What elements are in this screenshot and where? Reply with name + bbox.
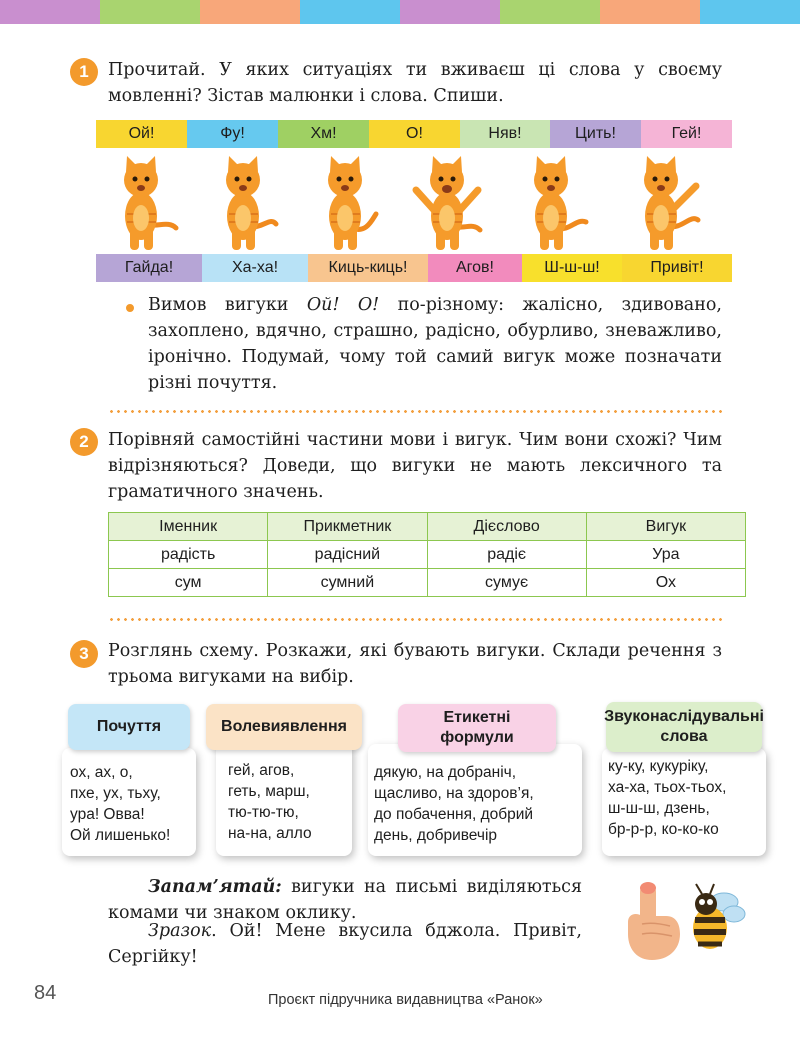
- dotted-divider: [108, 618, 722, 621]
- task-number-2: 2: [70, 428, 98, 456]
- card-item: тю-тю-тю,: [228, 804, 299, 821]
- top-words-row: [96, 120, 732, 148]
- group-title-will: Волевиявлення: [206, 704, 362, 750]
- dotted-divider: [108, 410, 722, 413]
- parts-of-speech-table: [108, 512, 746, 597]
- task1-text: Прочитай. У яких ситуаціях ти вживаєш ці слова у своєму мовленні? Зістав малюнки і слова. Спиши.: [108, 60, 722, 106]
- page-number: 84: [34, 982, 57, 1004]
- interjection-card-etiquette: [368, 744, 582, 856]
- example-body: . Ой! Мене вкусила бджола. Привіт, Сергійку!: [108, 921, 582, 967]
- interjection-card-onomatopoeia: [602, 748, 766, 856]
- word-label: Ха-ха!: [202, 254, 308, 282]
- publisher-footer: Проєкт підручника видавництва «Ранок»: [268, 992, 543, 1008]
- card-item: Ой лишенько!: [70, 827, 171, 844]
- example-label: Зразок: [148, 921, 212, 941]
- bottom-words-row: [96, 254, 732, 282]
- card-item: геть, марш,: [228, 783, 310, 800]
- card-item: на-на, алло: [228, 825, 312, 842]
- interjection-card-will: [216, 742, 352, 856]
- word-label: Ой!: [96, 120, 187, 148]
- cat-image: [198, 150, 288, 252]
- card-item: дякую, на добраніч,: [374, 764, 517, 781]
- word-label: Агов!: [428, 254, 522, 282]
- word-label: Гей!: [641, 120, 732, 148]
- top-bar-segment: [700, 0, 800, 24]
- task-number-1: 1: [70, 58, 98, 86]
- card-item: ку-ку, кукуріку,: [608, 758, 709, 775]
- card-item: пхе, ух, тьху,: [70, 785, 161, 802]
- top-bar-segment: [600, 0, 700, 24]
- interjection-card-feelings: [62, 748, 196, 856]
- table-cell: радість: [109, 541, 268, 569]
- word-label: Киць-киць!: [308, 254, 428, 282]
- bullet-text-pre: Вимов вигуки: [148, 295, 307, 315]
- group-title-feelings: Почуття: [68, 704, 190, 750]
- table-header-row: [109, 513, 746, 541]
- cats-illustration: [96, 150, 732, 252]
- card-item: день, добривечір: [374, 827, 498, 844]
- top-bar-segment: [0, 0, 100, 24]
- cat-image: [506, 150, 596, 252]
- example-text: [108, 918, 582, 970]
- card-item: гей, агов,: [228, 762, 295, 779]
- table-cell: Ура: [586, 541, 745, 569]
- word-label: Цить!: [550, 120, 641, 148]
- word-label: Няв!: [460, 120, 550, 148]
- table-cell: радісний: [268, 541, 427, 569]
- word-label: О!: [369, 120, 460, 148]
- remember-body: вигуки на письмі виділяються комами чи знаком оклику.: [108, 877, 582, 923]
- table-header-cell: Дієслово: [427, 513, 586, 541]
- top-bar-segment: [400, 0, 500, 24]
- top-bar-segment: [500, 0, 600, 24]
- cat-image: [616, 150, 706, 252]
- card-item: щасливо, на здоров’я,: [374, 785, 534, 802]
- card-item: бр-р-р, ко-ко-ко: [608, 821, 719, 838]
- top-bar-segment: [100, 0, 200, 24]
- bee-icon: [684, 882, 748, 954]
- top-color-bar: [0, 0, 800, 24]
- table-row: [109, 541, 746, 569]
- table-cell: сум: [109, 569, 268, 597]
- pointing-finger-icon: [622, 878, 684, 962]
- table-header-cell: Вигук: [586, 513, 745, 541]
- word-label: Фу!: [187, 120, 278, 148]
- card-item: ох, ах, о,: [70, 764, 133, 781]
- card-item: до побачення, добрий: [374, 806, 534, 823]
- word-label: Хм!: [278, 120, 369, 148]
- table-cell: сумує: [427, 569, 586, 597]
- card-item: ха-ха, тьох-тьох,: [608, 779, 727, 796]
- table-row: [109, 569, 746, 597]
- word-label: Гайда!: [96, 254, 202, 282]
- bullet-text-post: по-різному: жалісно, здивовано, захоплено, вдячно, страшно, радісно, обурливо, зневажливо, іронічно. Подумай, чому той самий вигук може позначати різні почуття.: [148, 295, 722, 393]
- cat-image: [96, 150, 186, 252]
- word-label: Ш-ш-ш!: [522, 254, 622, 282]
- group-title-etiquette: Етикетні формули: [398, 704, 556, 752]
- group-title-onomatopoeia: Звуконаслідувальні слова: [606, 702, 762, 752]
- card-item: ура! Овва!: [70, 806, 145, 823]
- table-header-cell: Іменник: [109, 513, 268, 541]
- table-cell: сумний: [268, 569, 427, 597]
- bullet-text-emphasis: Ой! О!: [306, 295, 380, 315]
- task3-text: Розглянь схему. Розкажи, які бувають вигуки. Склади речення з трьома вигуками на вибір.: [108, 641, 722, 687]
- cat-image: [402, 150, 492, 252]
- card-item: ш-ш-ш, дзень,: [608, 800, 710, 817]
- word-label: Привіт!: [622, 254, 732, 282]
- table-header-cell: Прикметник: [268, 513, 427, 541]
- table-cell: Ох: [586, 569, 745, 597]
- top-bar-segment: [300, 0, 400, 24]
- task1-bullet-text: [148, 292, 722, 396]
- task2-text: Порівняй самостійні частини мови і вигук. Чим вони схожі? Чим відрізняються? Доведи, що вигуки не мають лексичного та граматичного значень.: [108, 430, 722, 502]
- remember-label: Запам’ятай:: [148, 877, 282, 897]
- top-bar-segment: [200, 0, 300, 24]
- cat-image: [300, 150, 390, 252]
- task-number-3: 3: [70, 640, 98, 668]
- table-cell: радіє: [427, 541, 586, 569]
- bullet-icon: [126, 304, 134, 312]
